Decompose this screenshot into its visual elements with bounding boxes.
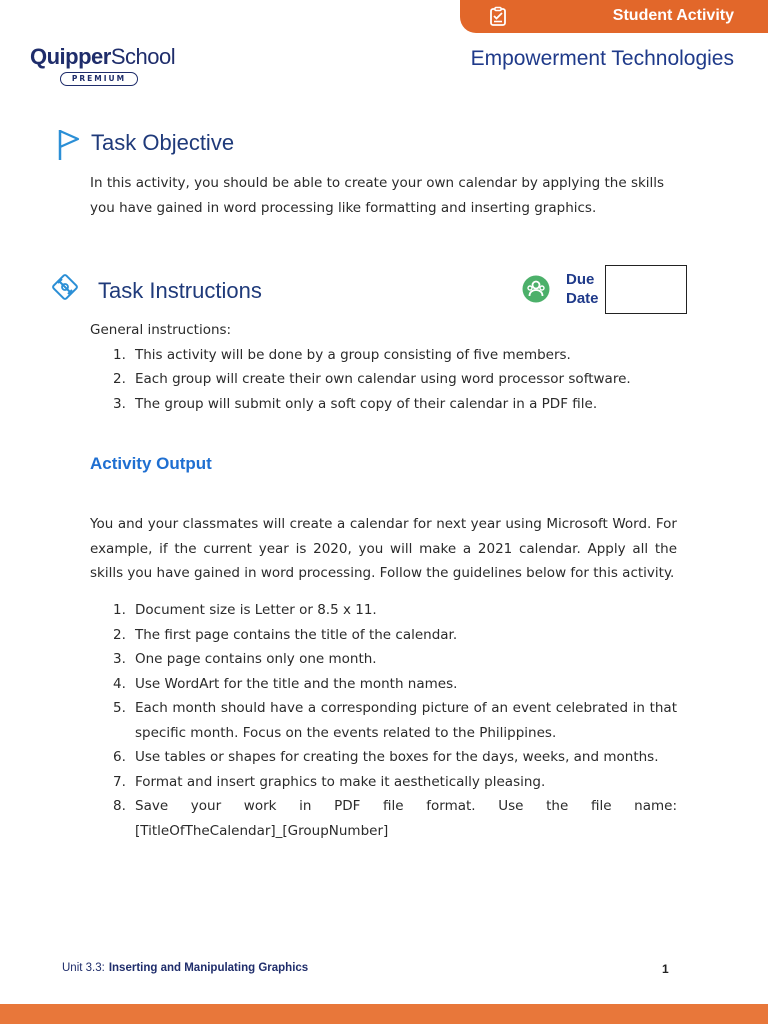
bottom-bar bbox=[0, 1004, 768, 1024]
premium-badge: PREMIUM bbox=[60, 72, 138, 86]
guidelines bbox=[90, 598, 677, 843]
task-objective-heading: Task Objective bbox=[91, 130, 235, 155]
page-number: 1 bbox=[662, 962, 669, 976]
list-item: 5. Each month should have a corresponding picture of an event celebrated in that specific month. Focus on the events related to the Philippines. bbox=[113, 700, 677, 741]
list-item: 7. Format and insert graphics to make it aesthetically pleasing. bbox=[113, 773, 546, 790]
list-item: 8. Save your work in PDF file format. Use the file name: [TitleOfTheCalendar]_[GroupNumber] bbox=[113, 798, 677, 839]
activity-output-heading: Activity Output bbox=[90, 454, 212, 473]
flag-icon bbox=[56, 128, 82, 162]
guidelines-list bbox=[90, 598, 677, 843]
list-item: 1. This activity will be done by a group consisting of five members. bbox=[113, 346, 571, 363]
due-date-label bbox=[566, 270, 599, 308]
due-line-2: Date bbox=[566, 290, 599, 307]
tab-label: Student Activity bbox=[612, 7, 734, 24]
list-item: 1. Document size is Letter or 8.5 x 11. bbox=[113, 602, 377, 618]
output-paragraph: You and your classmates will create a calendar for next year using Microsoft Word. For example, if the current year is 2020, you will make a 2021 calendar. Apply all the skills you have gained in word processing. Follow the guidelines below for this activity. bbox=[90, 516, 677, 581]
tools-icon bbox=[48, 270, 82, 304]
due-date-box[interactable] bbox=[605, 265, 687, 314]
list-item: 4. Use WordArt for the title and the month names. bbox=[113, 675, 458, 692]
due-line-1: Due bbox=[566, 271, 595, 288]
group-icon bbox=[522, 275, 550, 303]
objective-text: In this activity, you should be able to create your own calendar by applying the skills you have gained in word processing like formatting and inserting graphics. bbox=[90, 175, 665, 216]
clipboard-check-icon bbox=[488, 6, 508, 26]
list-item: 6. Use tables or shapes for creating the boxes for the days, weeks, and months. bbox=[113, 749, 659, 765]
general-instructions bbox=[90, 318, 677, 416]
quipper-school-logo bbox=[30, 44, 175, 86]
list-item: 2. The first page contains the title of the calendar. bbox=[113, 626, 458, 643]
unit-title: Inserting and Manipulating Graphics bbox=[108, 962, 309, 974]
list-item: 3. The group will submit only a soft copy of their calendar in a PDF file. bbox=[113, 395, 598, 412]
subject-title: Empowerment Technologies bbox=[470, 47, 734, 70]
instructions-list bbox=[90, 343, 677, 417]
logo-bold: Quipper bbox=[30, 44, 111, 69]
task-instructions-heading: Task Instructions bbox=[98, 278, 262, 303]
logo-rest: School bbox=[110, 44, 176, 69]
unit-number: Unit 3.3: bbox=[62, 962, 105, 974]
instructions-intro: General instructions: bbox=[90, 322, 232, 338]
list-item: 2. Each group will create their own calendar using word processor software. bbox=[113, 371, 631, 387]
list-item: 3. One page contains only one month. bbox=[113, 651, 377, 667]
student-activity-tab bbox=[460, 0, 768, 33]
footer-unit bbox=[62, 962, 308, 974]
